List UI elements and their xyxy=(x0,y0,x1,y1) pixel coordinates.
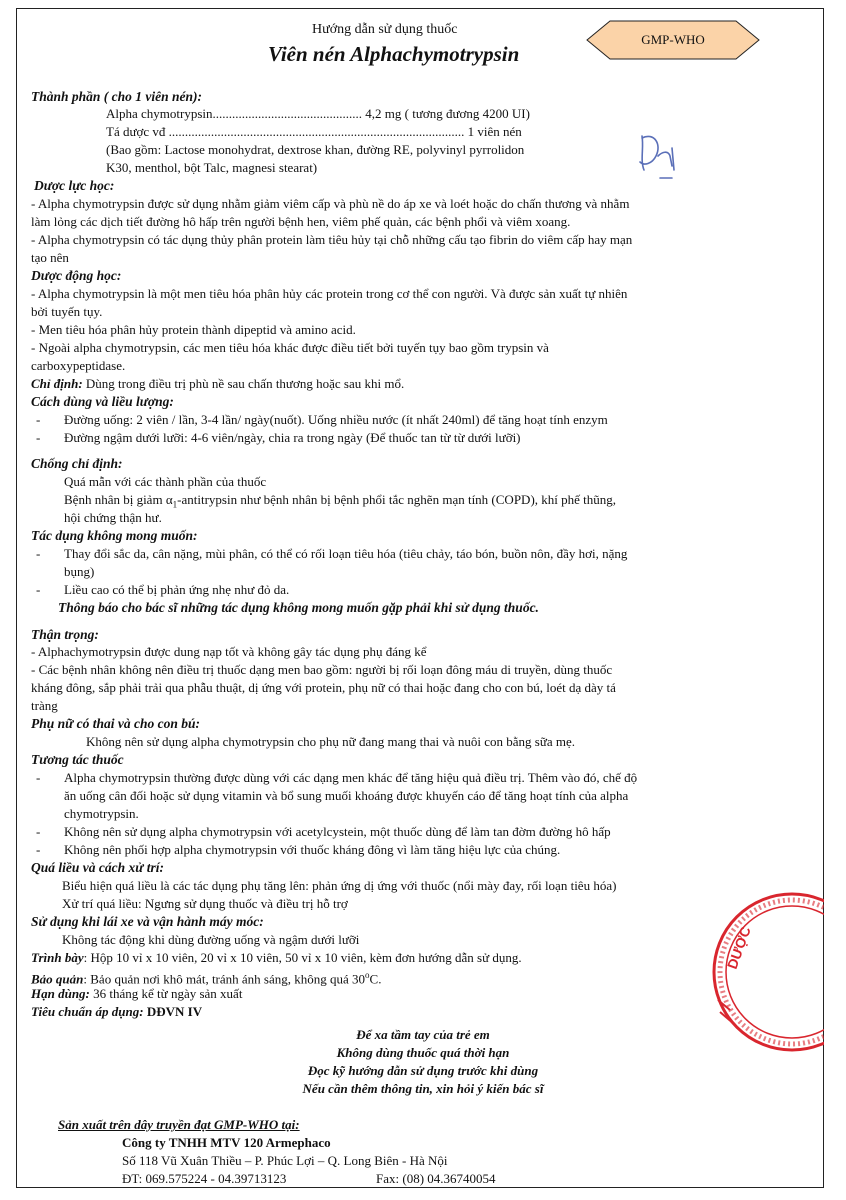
warning-line: Không dùng thuốc quá thời hạn xyxy=(336,1045,510,1060)
storage-text: C. xyxy=(369,971,382,987)
pregnancy-heading: Phụ nữ có thai và cho con bú: xyxy=(31,716,200,731)
contraindication-heading: Chống chỉ định: xyxy=(31,456,123,471)
composition-line: K30, menthol, bột Talc, magnesi stearat) xyxy=(106,160,318,175)
indication-row xyxy=(31,375,404,392)
dosage-bullet-dash: - xyxy=(36,412,41,427)
contraindication-line: hội chứng thận hư. xyxy=(64,510,162,525)
handwritten-signature xyxy=(632,126,688,186)
packaging-row xyxy=(31,949,522,966)
storage-text: : Bảo quản nơi khô mát, tránh ánh sáng, không quá 30 xyxy=(83,971,366,987)
manufacturer-name: Công ty TNHH MTV 120 Armephaco xyxy=(122,1135,331,1150)
contraindication-text: Bệnh nhân bị giảm α xyxy=(64,492,173,507)
standard-value: DĐVN IV xyxy=(143,1004,203,1019)
driving-heading: Sử dụng khi lái xe và vận hành máy móc: xyxy=(31,914,264,929)
expiry-row xyxy=(31,985,242,1002)
precautions-line: kháng đông, sắp phải trải qua phẫu thuật, dị ứng với protein, phụ nữ có thai hoặc đang cho con bú, loét dạ dày tá xyxy=(31,680,616,695)
contraindication-line: Quá mẫn với các thành phần của thuốc xyxy=(64,474,267,489)
packaging-text: : Hộp 10 vỉ x 10 viên, 20 vỉ x 10 viên, 50 vỉ x 10 viên, kèm đơn hướng dẫn sử dụng. xyxy=(83,950,522,965)
pharmacokinetics-line: bởi tuyến tụy. xyxy=(31,304,103,319)
pharmacokinetics-line: - Men tiêu hóa phân hủy protein thành dipeptid và amino acid. xyxy=(31,322,356,337)
pharmacokinetics-heading: Dược động học: xyxy=(31,268,122,283)
warning-line: Để xa tầm tay của trẻ em xyxy=(356,1027,490,1042)
pregnancy-text: Không nên sử dụng alpha chymotrypsin cho phụ nữ đang mang thai và nuôi con bằng sữa mẹ. xyxy=(86,734,576,749)
manufacturer-phone: ĐT: 069.575224 - 04.39713123 xyxy=(122,1171,287,1186)
indication-heading: Chỉ định: xyxy=(31,376,83,391)
document-subtitle: Hướng dẫn sử dụng thuốc xyxy=(312,22,458,37)
precautions-heading: Thận trọng: xyxy=(31,627,99,642)
manufacturer-address: Số 118 Vũ Xuân Thiều – P. Phúc Lợi – Q. Long Biên - Hà Nội xyxy=(122,1153,448,1168)
pharmacokinetics-line: - Ngoài alpha chymotrypsin, các men tiêu hóa khác được điều tiết bởi tuyến tụy bao gồm trypsin và xyxy=(31,340,549,355)
side-effects-bullet-dash: - xyxy=(36,546,41,561)
interactions-bullet: Alpha chymotrypsin thường được dùng với các dạng men khác để tăng hiệu quả điều trị. Thêm vào đó, chế độ xyxy=(64,770,638,785)
manufacturer-heading: Sản xuất trên dây truyền đạt GMP-WHO tại: xyxy=(58,1117,300,1132)
warning-line: Đọc kỹ hướng dẫn sử dụng trước khi dùng xyxy=(307,1063,539,1078)
subscript: 1 xyxy=(172,499,178,510)
side-effects-bullet: Liều cao có thể bị phản ứng nhẹ như đỏ da. xyxy=(64,582,290,597)
precautions-line: - Các bệnh nhân không nên điều trị thuốc dạng men bao gồm: người bị rối loạn đông máu di truyền, dùng thuốc xyxy=(31,662,613,677)
composition-line: Alpha chymotrypsin.............................................. 4,2 mg ( tương đương 4200 UI) xyxy=(106,106,530,121)
packaging-label: Trình bày xyxy=(31,950,84,965)
pharmacokinetics-line: carboxypeptidase. xyxy=(31,358,126,373)
composition-line: Tá dược vđ ........................................................................................... 1 viên nén xyxy=(106,124,522,139)
dosage-heading: Cách dùng và liều lượng: xyxy=(31,394,174,409)
composition-heading: Thành phần ( cho 1 viên nén): xyxy=(31,89,203,104)
side-effects-heading: Tác dụng không mong muốn: xyxy=(31,528,198,543)
interactions-bullet-dash: - xyxy=(36,842,41,857)
interactions-bullet: chymotrypsin. xyxy=(64,806,139,821)
pharmacodynamics-line: tạo nên xyxy=(31,250,69,265)
document-title: Viên nén Alphachymotrypsin xyxy=(268,42,520,66)
pharmacodynamics-line: làm lỏng các dịch tiết đường hô hấp trên người bệnh hen, viêm phế quản, các bệnh phổi và viêm xoang. xyxy=(31,214,571,229)
interactions-bullet: ăn uống cân đối hoặc sử dụng vitamin và bổ sung muối khoáng được khuyến cáo để tăng hoạt tính của alpha xyxy=(64,788,629,803)
gmp-who-badge: GMP-WHO xyxy=(641,32,705,47)
precautions-line: tràng xyxy=(31,698,58,713)
standard-label: Tiêu chuẩn áp dụng: xyxy=(31,1004,144,1019)
manufacturer-fax: Fax: (08) 04.36740054 xyxy=(376,1171,496,1186)
overdose-line: Xử trí quá liều: Ngưng sử dụng thuốc và điều trị hỗ trợ xyxy=(62,896,348,911)
expiry-label: Hạn dùng: xyxy=(31,986,90,1001)
expiry-text: 36 tháng kể từ ngày sản xuất xyxy=(89,986,243,1001)
dosage-bullet-dash: - xyxy=(36,430,41,445)
driving-text: Không tác động khi dùng đường uống và ngậm dưới lưỡi xyxy=(62,932,360,947)
pharmacodynamics-heading: Dược lực học: xyxy=(34,178,115,193)
side-effects-bullet-dash: - xyxy=(36,582,41,597)
overdose-heading: Quá liều và cách xử trí: xyxy=(31,860,164,875)
indication-text: Dùng trong điều trị phù nề sau chấn thương hoặc sau khi mổ. xyxy=(82,376,405,391)
interactions-bullet: Không nên sử dụng alpha chymotrypsin với acetylcystein, một thuốc dùng để làm tan đờm đường hô hấp xyxy=(64,824,611,839)
interactions-bullet-dash: - xyxy=(36,824,41,839)
interactions-bullet: Không nên phối hợp alpha chymotrypsin với thuốc kháng đông vì làm tăng hiệu lực của chúng. xyxy=(64,842,561,857)
contraindication-text: -antitrypsin như bệnh nhân bị bệnh phổi tắc nghẽn mạn tính (COPD), khí phế thũng, xyxy=(177,492,617,507)
overdose-line: Biểu hiện quá liều là các tác dụng phụ tăng lên: phản ứng dị ứng với thuốc (nổi mày đay, rối loạn tiêu hóa) xyxy=(62,878,617,893)
interactions-heading: Tương tác thuốc xyxy=(31,752,124,767)
warning-line: Nếu cần thêm thông tin, xin hỏi ý kiến bác sĩ xyxy=(302,1081,544,1096)
stamp-text: DƯỢC xyxy=(723,924,754,972)
dosage-bullet: Đường ngậm dưới lưỡi: 4-6 viên/ngày, chia ra trong ngày (Để thuốc tan từ từ dưới lưỡi) xyxy=(64,430,521,445)
interactions-bullet-dash: - xyxy=(36,770,41,785)
standard-row xyxy=(31,1003,202,1020)
side-effects-bullet: Thay đổi sắc da, cân nặng, mùi phân, có thể có rối loạn tiêu hóa (tiêu chảy, táo bón, buồn nôn, đầy hơi, nặng xyxy=(64,546,628,561)
side-effects-notice: Thông báo cho bác sĩ những tác dụng không mong muốn gặp phải khi sử dụng thuốc. xyxy=(58,600,539,615)
superscript: o xyxy=(365,970,370,980)
dosage-bullet: Đường uống: 2 viên / lần, 3-4 lần/ ngày(nuốt). Uống nhiều nước (ít nhất 240ml) để tăng hoạt tính enzym xyxy=(64,412,608,427)
storage-label: Bảo quản xyxy=(31,971,84,987)
composition-line: (Bao gồm: Lactose monohydrat, dextrose khan, đường RE, polyvinyl pyrrolidon xyxy=(106,142,525,157)
pharmacodynamics-line: - Alpha chymotrypsin có tác dụng thủy phân protein làm tiêu hủy tại chỗ những cấu tạo fibrin do viêm cấp hay mạn xyxy=(31,232,633,247)
pharmacodynamics-line: - Alpha chymotrypsin được sử dụng nhằm giảm viêm cấp và phù nề do áp xe và loét hoặc do chấn thương và nhằm xyxy=(31,196,630,211)
pharmacokinetics-line: - Alpha chymotrypsin là một men tiêu hóa phân hủy các protein trong cơ thể con người. Và được sản xuất tự nhiên xyxy=(31,286,628,301)
precautions-line: - Alphachymotrypsin được dung nạp tốt và không gây tác dụng phụ đáng kể xyxy=(31,644,427,659)
side-effects-bullet: bụng) xyxy=(64,564,95,579)
